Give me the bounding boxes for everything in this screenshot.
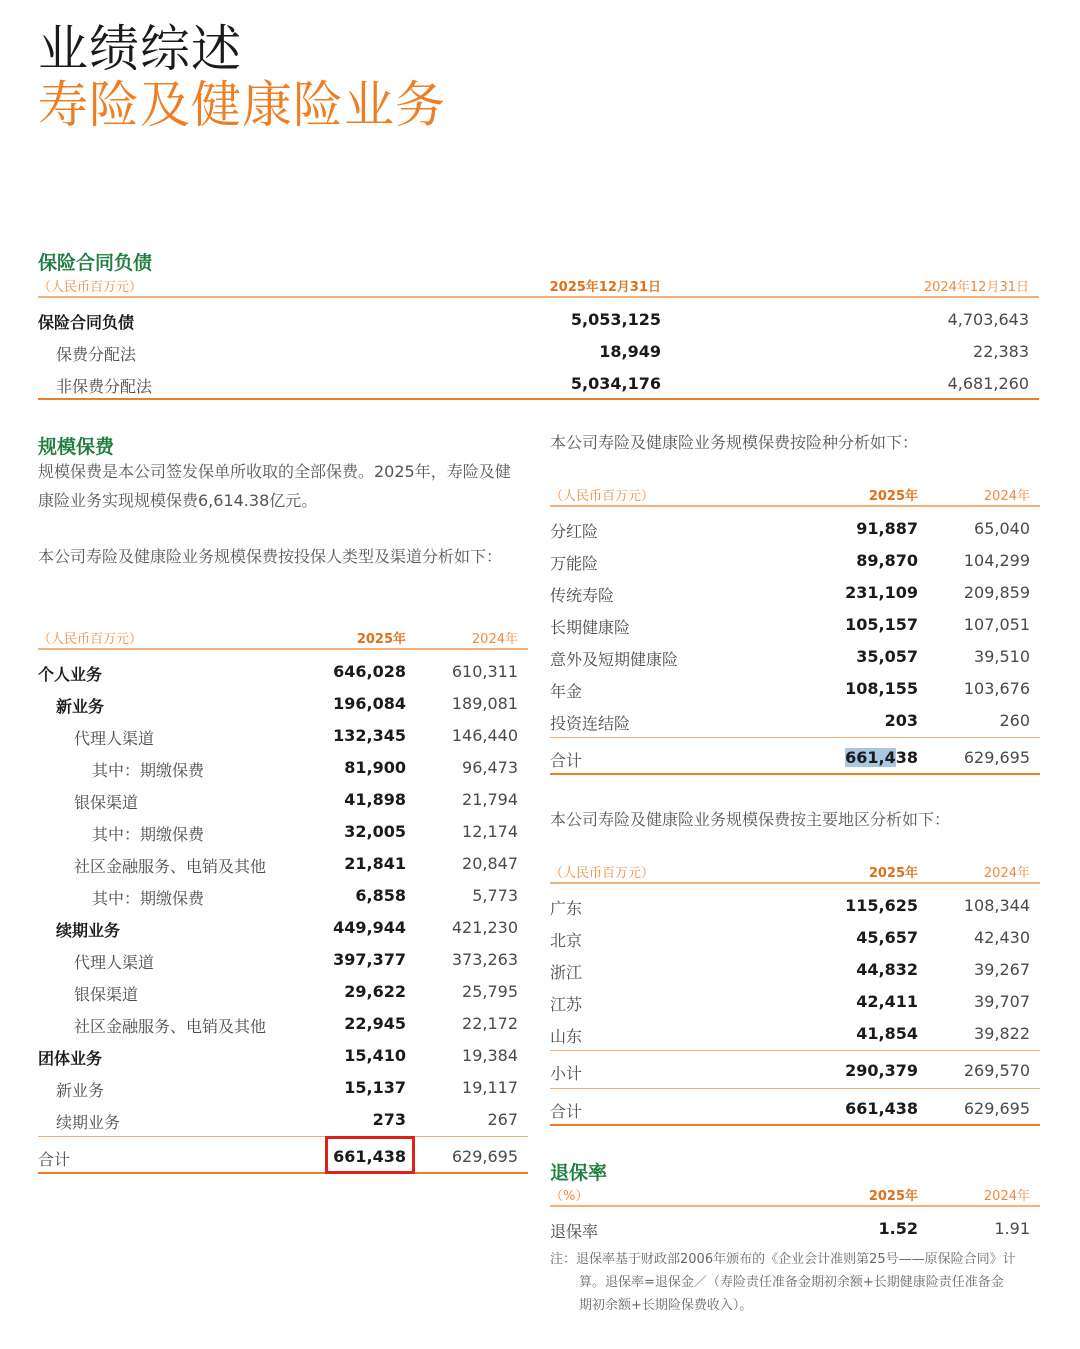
col-header-2024: 2024年: [983, 489, 1030, 504]
red-highlight-box: [325, 1136, 415, 1174]
product-table-header: [550, 483, 1040, 507]
unit-label: （人民币百万元）: [550, 489, 655, 504]
total-value-2025: 661,438: [333, 1147, 406, 1166]
table-row: 非保费分配法 5,034,176 4,681,260: [38, 368, 1039, 400]
scale-premium-paragraph: 规模保费是本公司签发保单所收取的全部保费。2025年，寿险及健康险业务实现规模保费6,614.38亿元。: [38, 462, 511, 510]
table-row: 代理人渠道 132,345 146,440: [74, 726, 518, 748]
page-subtitle: 寿险及健康险业务: [38, 76, 446, 134]
table-row: 续期业务 449,944 421,230: [56, 918, 518, 940]
product-intro-paragraph: 本公司寿险及健康险业务规模保费按险种分析如下：: [550, 433, 919, 452]
table-row: 山东 41,854 39,822: [550, 1024, 1030, 1046]
table-row: 保险合同负债 5,053,125 4,703,643: [38, 310, 1029, 332]
table-row: 广东 115,625 108,344: [550, 896, 1030, 918]
col-header-2024: 2024年: [983, 866, 1030, 881]
col-header-2024: 2024年12月31日: [923, 280, 1029, 295]
col-header-2025: 2025年: [356, 632, 406, 647]
table-row: 代理人渠道 397,377 373,263: [74, 950, 518, 972]
unit-label: （人民币百万元）: [550, 866, 655, 881]
table-row: 社区金融服务、电销及其他 22,945 22,172: [74, 1014, 518, 1036]
unit-label: （人民币百万元）: [38, 632, 143, 647]
table-row: 其中：期缴保费 6,858 5,773: [92, 886, 518, 908]
table-total-row: 合计 661,438 629,695: [38, 1136, 528, 1174]
table-row: 银保渠道 41,898 21,794: [74, 790, 518, 812]
table-row: 新业务 196,084 189,081: [56, 694, 518, 716]
region-table: [550, 860, 1040, 1126]
table-row: 分红险 91,887 65,040: [550, 519, 1030, 541]
scale-premium-title: 规模保费: [38, 436, 115, 458]
surrender-table-header: [550, 1183, 1040, 1207]
channel-table-header: [38, 626, 528, 650]
table-row: 浙江 44,832 39,267: [550, 960, 1030, 982]
channel-intro-paragraph: 本公司寿险及健康险业务规模保费按投保人类型及渠道分析如下：: [38, 547, 503, 566]
table-row: 保费分配法 18,949 22,383: [56, 342, 1029, 364]
table-row: 社区金融服务、电销及其他 21,841 20,847: [74, 854, 518, 876]
table-row: 银保渠道 29,622 25,795: [74, 982, 518, 1004]
col-header-2024: 2024年: [983, 1189, 1030, 1204]
unit-label: （人民币百万元）: [38, 280, 143, 295]
total-value-2025: 661,438: [845, 748, 918, 767]
channel-table: [38, 626, 528, 1174]
col-header-2024: 2024年: [471, 632, 518, 647]
surrender-table: [550, 1183, 1040, 1245]
table-row: 退保率 1.52 1.91: [550, 1219, 1030, 1241]
product-table: [550, 483, 1040, 775]
table-row: 投资连结险 203 260: [550, 711, 1030, 733]
region-intro-paragraph: 本公司寿险及健康险业务规模保费按主要地区分析如下：: [550, 810, 951, 829]
table-row: 续期业务 273 267: [56, 1110, 518, 1132]
table-row: 其中：期缴保费 32,005 12,174: [92, 822, 518, 844]
page-title: 业绩综述: [38, 20, 242, 78]
col-header-2025: 2025年: [868, 1189, 918, 1204]
table-row: 江苏 42,411 39,707: [550, 992, 1030, 1014]
table-row: 意外及短期健康险 35,057 39,510: [550, 647, 1030, 669]
liabilities-table: [38, 274, 1039, 400]
table-row: 年金 108,155 103,676: [550, 679, 1030, 701]
table-row: 万能险 89,870 104,299: [550, 551, 1030, 573]
col-header-2025: 2025年: [868, 489, 918, 504]
liabilities-table-header: [38, 274, 1039, 298]
table-total-row: 合计 661,438 629,695: [550, 737, 1040, 775]
footnote: 注：退保率基于财政部2006年颁布的《企业会计准则第25号——原保险合同》计 算。退保率=退保金／（寿险责任准备金期初余额+长期健康险责任准备金 期初余额+长期险保费收入）。: [550, 1252, 1016, 1313]
col-header-2025: 2025年12月31日: [549, 280, 661, 295]
table-row: 传统寿险 231,109 209,859: [550, 583, 1030, 605]
surrender-rate-title: 退保率: [550, 1162, 608, 1184]
table-row: 个人业务 646,028 610,311: [38, 662, 518, 684]
col-header-2025: 2025年: [868, 866, 918, 881]
table-row: 其中：期缴保费 81,900 96,473: [92, 758, 518, 780]
unit-label: （%）: [550, 1189, 589, 1204]
table-row: 新业务 15,137 19,117: [56, 1078, 518, 1100]
selection-highlight: 661,4: [845, 748, 896, 767]
table-row: 团体业务 15,410 19,384: [38, 1046, 518, 1068]
table-row: 北京 45,657 42,430: [550, 928, 1030, 950]
region-table-header: [550, 860, 1040, 884]
liabilities-title: 保险合同负债: [38, 252, 153, 274]
table-row: 长期健康险 105,157 107,051: [550, 615, 1030, 637]
table-subtotal-row: 小计 290,379 269,570: [550, 1050, 1040, 1088]
table-total-row: 合计 661,438 629,695: [550, 1088, 1040, 1126]
